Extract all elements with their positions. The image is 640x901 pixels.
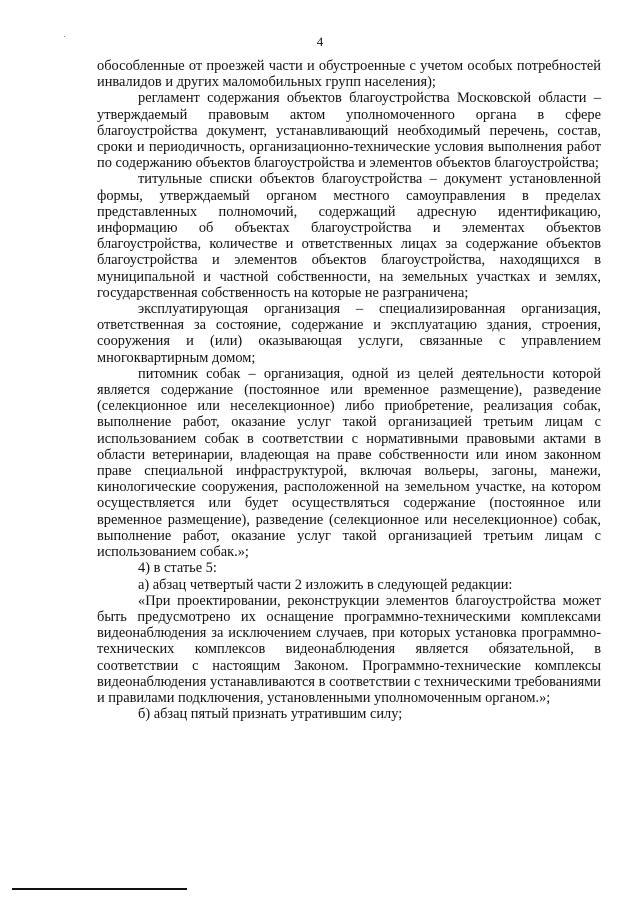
paragraph: обособленные от проезжей части и обустроенные с учетом особых потребностей инвалидов и других маломобильных групп населения); [97,58,601,91]
paragraph: б) абзац пятый признать утратившим силу; [138,706,403,723]
footer-rule [12,888,187,890]
paragraph: эксплуатирующая организация – специализированная организация, ответственная за состояние, содержание и эксплуатацию здания, строения, сооружения и (или) оказывающая услуги, связанные с управлением многоквартирным домом; [97,301,601,366]
page-number: 4 [316,34,324,49]
paragraph: «При проектировании, реконструкции элементов благоустройства может быть предусмотрено их оснащение программно-техническими комплексами видеонаблюдения за исключением случаев, при которых установка программно-технических комплексов видеонаблюдения является обязательной, в соответствии с настоящим Законом. Программно-технические комплексы видеонаблюдения устанавливаются в соответствии с техническими требованиями и правилами подключения, установленными уполномоченным органом.»; [97,592,601,706]
paragraph: а) абзац четвертый части 2 изложить в следующей редакции: [138,576,513,593]
paragraph: питомник собак – организация, одной из целей деятельности которой является содержание (постоянное или временное размещение), разведение (селекционное или неселекционное) либо приобретение, реализация собак, выполнение работ, оказание услуг такой организацией третьим лицам с использованием собак в соответствии с нормативными правовыми актами в области ветеринарии, владеющая на праве собственности или ином законном праве специальной инфраструктурой, включая вольеры, загоны, манежи, кинологические сооружения, расположенной на земельном участке, на котором осуществляется или будет осуществляться содержание (постоянное или временное размещение), разведение (селекционное или неселекционное) собак, выполнение работ, оказание услуг такой организацией третьим лицам с использованием собак.»; [97,365,601,561]
paragraph: 4) в статье 5: [138,560,217,577]
document-body [97,58,601,722]
paragraph: титульные списки объектов благоустройства – документ установленной формы, утверждаемый органом местного самоуправления в пределах представленных полномочий, содержащий адресную идентификацию, информацию об объектах благоустройства и элементах объектов благоустройства, количестве и ответственных лицах за содержание объектов благоустройства и элементов объектов благоустройства, находящихся в муниципальной и частной собственности, на земельных участках и землях, государственная собственность на которые не разграничена; [97,171,601,301]
paragraph: регламент содержания объектов благоустройства Московской области – утверждаемый правовым актом уполномоченного органа в сфере благоустройства документ, устанавливающий необходимый перечень, состав, сроки и периодичность, организационно-технические условия выполнения работ по содержанию объектов благоустройства и элементов объектов благоустройства; [97,90,601,172]
